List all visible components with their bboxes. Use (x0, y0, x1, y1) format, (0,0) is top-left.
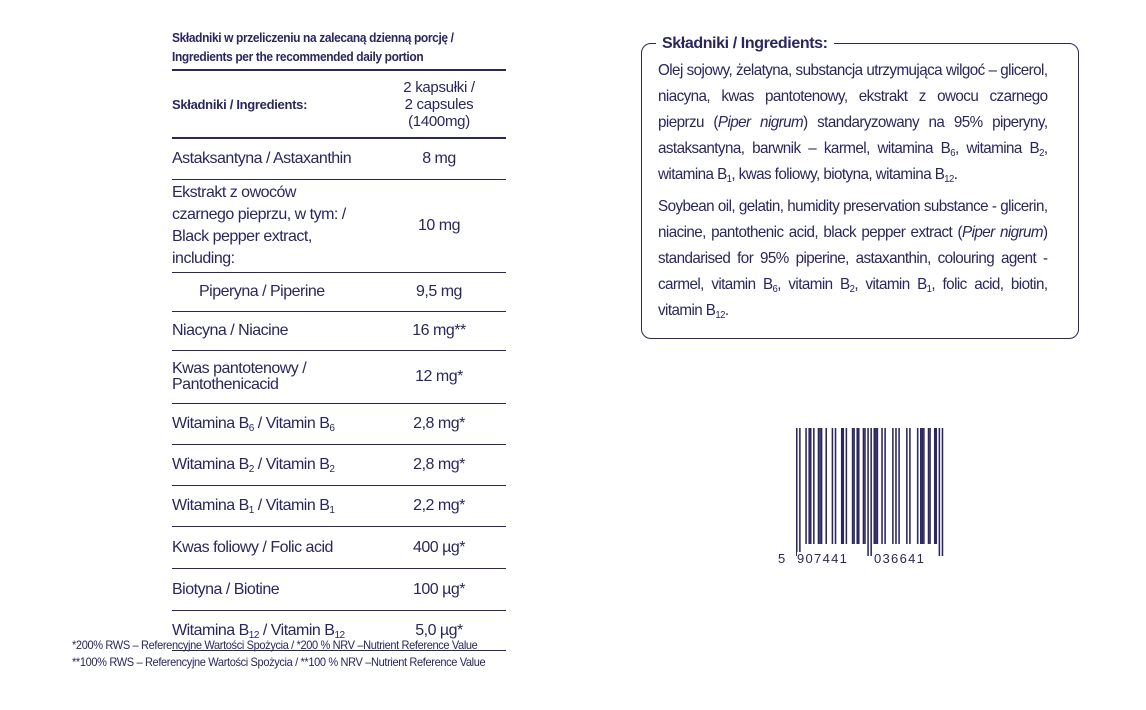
name-line: Ekstrakt z owoców (172, 184, 296, 201)
table-row (172, 312, 506, 351)
table-row (172, 445, 506, 486)
table-header-en: Ingredients per the recommended daily portion (172, 49, 424, 64)
ingredient-value: 12 mg* (415, 368, 463, 385)
nutrition-table (172, 28, 506, 651)
ingredient-name: Astaksantyna / Astaxanthin (172, 150, 352, 167)
table-row (172, 404, 506, 445)
barcode-bar (843, 428, 845, 544)
barcode-bar (920, 428, 922, 544)
barcode-bar (939, 428, 941, 556)
barcode-bar (813, 428, 815, 544)
barcode-bar (825, 428, 827, 544)
ingredients-text-en: Soybean oil, gelatin, humidity preservation substance - glicerin, niacine, pantothenic acid, black pepper extract (Piper nigrum) standarised for 95% piperine, astaxanthin, colouring agent - carmel, vitamin $B_6$, vitamin $B_2$, vitamin $B_1$, folic acid, biotin, vitamin $B_{12}$. (658, 198, 1048, 321)
ingredients-title: Składniki / Ingredients: (656, 35, 834, 53)
barcode-bar (898, 428, 900, 544)
table-row (172, 351, 506, 404)
barcode-bar (922, 428, 924, 544)
barcode-bar (875, 428, 877, 544)
footnote: *200% RWS – Referencyjne Wartości Spożycia / *200 % NRV –Nutrient Reference Value (72, 638, 478, 652)
ingredient-value: 2,8 mg* (413, 415, 465, 432)
ingredient-name: Witamina $B_2$ / Vitamin $B_2$ (172, 456, 335, 475)
barcode-bars (780, 428, 950, 556)
barcode-bar (895, 428, 897, 544)
ingredient-value: 100 µg* (413, 580, 465, 598)
barcode-bar (881, 428, 883, 544)
ingredients-text-pl: Olej sojowy, żelatyna, substancja utrzymująca wilgoć – glicerol, niacyna, kwas pantotenowy, ekstrakt z owocu czarnego pieprzu (Piper nigrum) standaryzowany na 95% piperyny, astaksantyna, barwnik – karmel, witamina $B_6$, witamina $B_2$, witamina $B_1$, kwas foliowy, biotyna, witamina $B_{12}$. (658, 62, 1048, 185)
table-row (172, 139, 506, 180)
barcode-bar (929, 428, 931, 544)
ingredients-box (641, 35, 1079, 339)
name-line: czarnego pieprzu, w tym: / (172, 206, 346, 223)
barcode-bar (936, 428, 938, 544)
barcode-bar (892, 428, 894, 544)
ingredient-name (172, 361, 372, 393)
dose-line: 2 kapsułki / (403, 78, 475, 96)
name-line: including: (172, 250, 235, 267)
barcode-bar (858, 428, 860, 544)
dose-line: 2 capsules (404, 95, 474, 113)
column-header-dose (372, 79, 506, 130)
barcode-bar (853, 428, 855, 544)
table-row (172, 569, 506, 611)
barcode-bar (867, 428, 869, 556)
barcode-bar (819, 428, 821, 544)
ingredient-name (172, 182, 372, 270)
name-line: Black pepper extract, (172, 228, 312, 245)
barcode-bar (852, 428, 854, 544)
barcode-bar (863, 428, 865, 544)
ingredient-name: Witamina $B_6$ / Vitamin $B_6$ (172, 415, 335, 434)
table-row (172, 486, 506, 527)
table-row (172, 527, 506, 569)
barcode-bar (832, 428, 834, 544)
ingredient-value: 2,8 mg* (413, 456, 465, 473)
barcode-bar (909, 428, 911, 544)
barcode-bar (846, 428, 848, 544)
barcode-bar (917, 428, 919, 544)
barcode-bar (805, 428, 807, 544)
ingredient-name: Piperyna / Piperine (199, 283, 325, 300)
barcode-first-digit: 5 (778, 551, 787, 566)
barcode-bar (810, 428, 812, 544)
barcode-bar (942, 428, 944, 556)
barcode-bar (877, 428, 879, 544)
barcode-bar (864, 428, 866, 544)
table-row (172, 273, 506, 312)
ingredient-name: Witamina $B_{12}$ / Vitamin $B_{12}$ (172, 621, 345, 641)
barcode-bar (928, 428, 930, 544)
barcode-bar (818, 428, 820, 544)
ingredient-value: 2,2 mg* (413, 497, 465, 514)
barcode-bar (870, 428, 872, 556)
name-line: Kwas pantotenowy / (172, 360, 307, 377)
ingredient-value: 16 mg** (412, 322, 466, 339)
barcode-bar (874, 428, 876, 544)
ingredient-value: 8 mg (422, 150, 456, 167)
barcode-bar (821, 428, 823, 544)
barcode-bar (796, 428, 798, 556)
barcode (778, 428, 950, 566)
barcode-bar (884, 428, 886, 544)
barcode-bar (808, 428, 810, 544)
name-line: Pantothenicacid (172, 376, 279, 393)
footnote: **100% RWS – Referencyjne Wartości Spożycia / **100 % NRV –Nutrient Reference Value (72, 655, 486, 669)
ingredient-name: Biotyna / Biotine (172, 580, 280, 598)
ingredient-value: 5,0 µg* (415, 621, 463, 639)
barcode-left-group: 907441 (797, 551, 849, 566)
ingredient-value: 10 mg (418, 217, 460, 234)
barcode-bar (923, 428, 925, 544)
barcode-bar (906, 428, 908, 544)
ingredient-value: 400 µg* (413, 538, 465, 556)
dose-line: (1400mg) (408, 112, 470, 130)
barcode-bar (841, 428, 843, 544)
column-header-ingredient: Składniki / Ingredients: (172, 96, 308, 112)
ingredient-value: 9,5 mg (416, 283, 462, 300)
footnotes (72, 637, 485, 671)
ingredient-name: Witamina $B_1$ / Vitamin $B_1$ (172, 497, 335, 516)
barcode-bar (835, 428, 837, 544)
barcode-bar (799, 428, 801, 556)
ingredient-name: Niacyna / Niacine (172, 322, 288, 339)
table-header-pl: Składniki w przeliczeniu na zalecaną dzienną porcję / (172, 30, 454, 45)
ingredient-name: Kwas foliowy / Folic acid (172, 538, 333, 556)
barcode-bar (934, 428, 936, 544)
table-row (172, 180, 506, 273)
barcode-right-group: 036641 (874, 551, 926, 566)
column-headers (172, 71, 506, 137)
barcode-bar (856, 428, 858, 544)
